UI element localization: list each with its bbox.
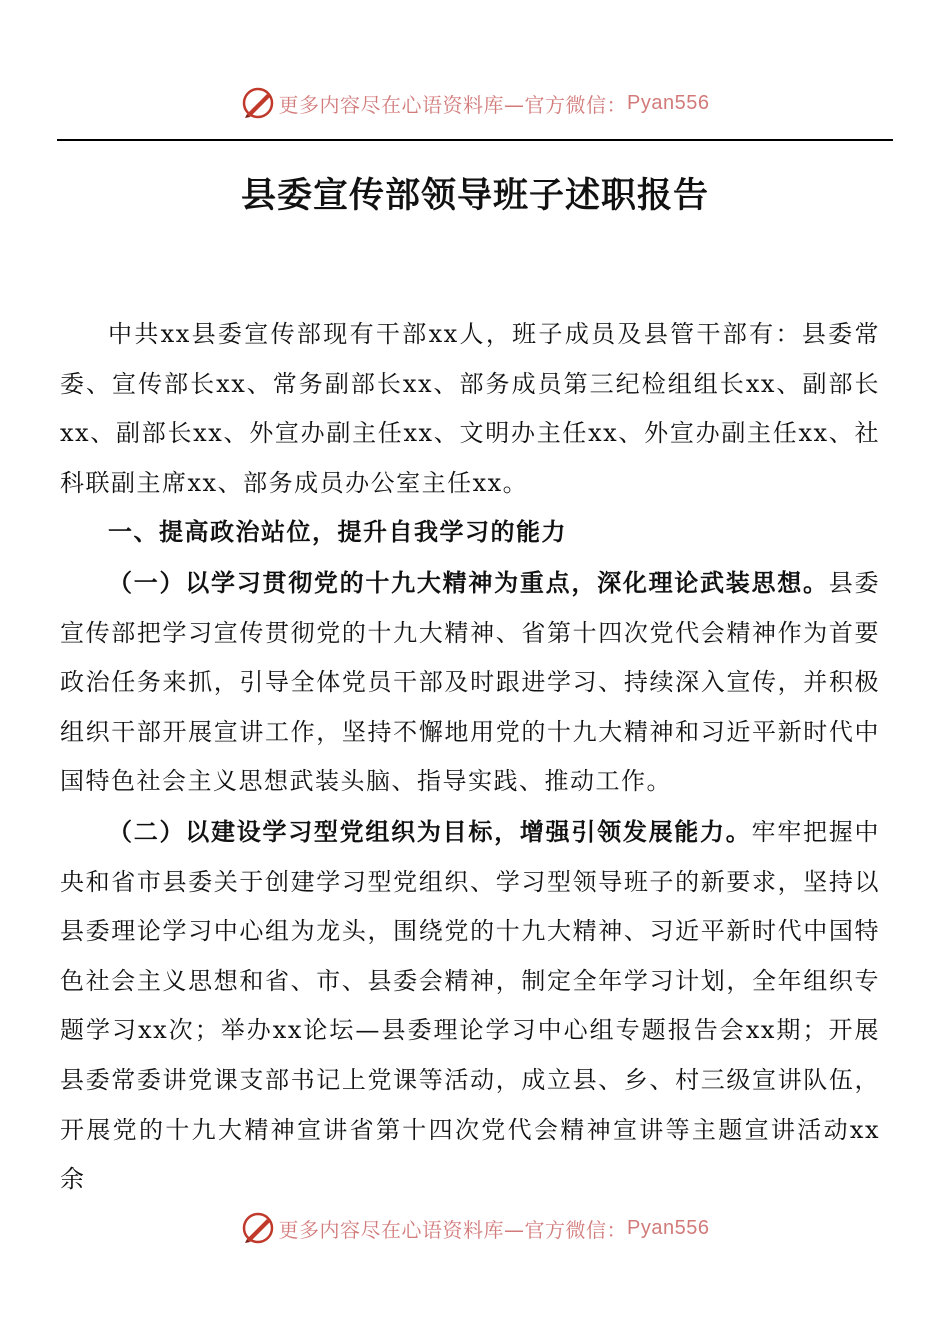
subsection-paragraph-1: [60, 558, 880, 807]
watermark-text: 更多内容尽在心语资料库—官方微信：: [278, 1217, 628, 1242]
watermark-text: 更多内容尽在心语资料库—官方微信：: [278, 92, 628, 117]
document-body: [60, 310, 880, 1205]
intro-paragraph: 中共xx县委宣传部现有干部xx人，班子成员及县管干部有：县委常委、宣传部长xx、常务副部长xx、部务成员第三纪检组组长xx、副部长xx、副部长xx、外宣办副主任xx、文明办主任xx、外宣办副主任xx、社科联副主席xx、部务成员办公室主任xx。: [60, 320, 880, 497]
watermark-handle: Pyan556: [627, 91, 710, 114]
pen-logo-icon: [241, 86, 275, 120]
watermark-handle: Pyan556: [627, 1216, 710, 1239]
section-heading-1: 一、提高政治站位，提升自我学习的能力: [108, 518, 567, 547]
subsection-text-1: 县委宣传部把学习宣传贯彻党的十九大精神、省第十四次党代会精神作为首要政治任务来抓，引导全体党员干部及时跟进学习、持续深入宣传，并积极组织干部开展宣讲工作，坚持不懈地用党的十九大精神和习近平新时代中国特色社会主义思想武装头脑、指导实践、推动工作。: [60, 568, 881, 796]
subsection-title-2: （二）以建设学习型党组织为目标，增强引领发展能力。: [108, 816, 752, 846]
subsection-title-1: （一）以学习贯彻党的十九大精神为重点，深化理论武装思想。: [108, 567, 829, 597]
watermark-footer: [0, 1208, 950, 1248]
subsection-text-2: 牢牢把握中央和省市县委关于创建学习型党组织、学习型领导班子的新要求，坚持以县委理论学习中心组为龙头，围绕党的十九大精神、习近平新时代中国特色社会主义思想和省、市、县委会精神，制定全年学习计划，全年组织专题学习xx次；举办xx论坛—县委理论学习中心组专题报告会xx期；开展县委常委讲党课支部书记上党课等活动，成立县、乡、村三级宣讲队伍，开展党的十九大精神宣讲省第十四次党代会精神宣讲等主题宣讲活动xx余: [60, 817, 881, 1194]
watermark-header: [0, 83, 950, 123]
header-divider: [57, 139, 893, 141]
subsection-paragraph-2: [60, 807, 880, 1205]
document-title: 县委宣传部领导班子述职报告: [240, 175, 709, 216]
pen-logo-icon: [241, 1211, 275, 1245]
